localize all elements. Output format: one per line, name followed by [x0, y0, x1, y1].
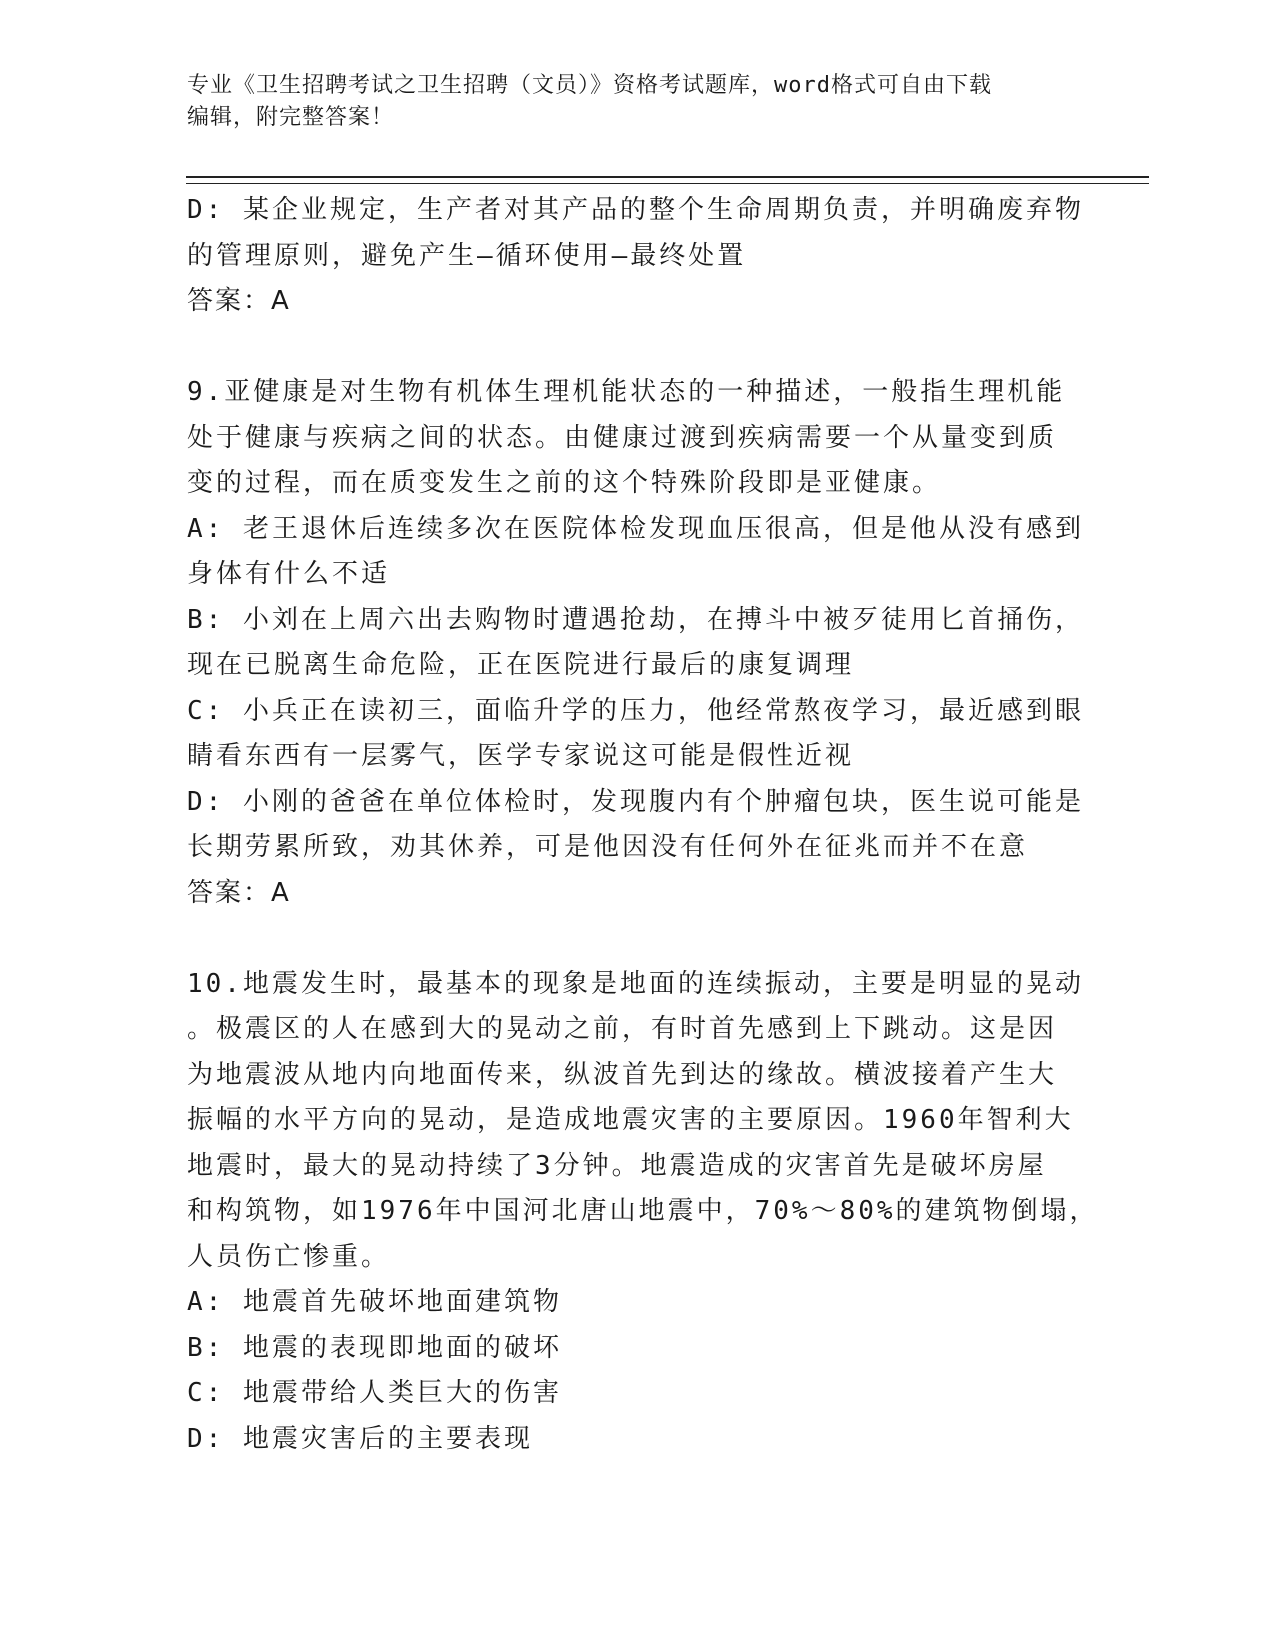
question-8-tail [187, 188, 1087, 325]
option-a-line-1: A: 老王退休后连续多次在医院体检发现血压很高，但是他从没有感到 [187, 513, 1084, 544]
option-c-line-1: C: 小兵正在读初三，面临升学的压力，他经常熬夜学习，最近感到眼 [187, 695, 1084, 726]
question-stem-line: 。极震区的人在感到大的晃动之前，有时首先感到上下跳动。这是因 [187, 1014, 1058, 1044]
option-d-line-1: D: 某企业规定，生产者对其产品的整个生命周期负责，并明确废弃物 [187, 195, 1084, 225]
question-stem-line: 人员伤亡惨重。 [187, 1241, 391, 1272]
document-body [187, 188, 1099, 1462]
option-d-line-2: 长期劳累所致，劝其休养，可是他因没有任何外在征兆而并不在意 [187, 832, 1029, 862]
header-title-line-2: 编辑，附完整答案！ [187, 105, 395, 130]
option-b-line-1: B: 小刘在上周六出去购物时遭遇抢劫，在搏斗中被歹徒用匕首捅伤， [187, 604, 1084, 635]
option-a: A: 地震首先破坏地面建筑物 [187, 1287, 562, 1317]
question-stem-line: 9.亚健康是对生物有机体生理机能状态的一种描述，一般指生理机能 [187, 377, 1066, 407]
header-divider-thin [186, 183, 1149, 184]
option-d-line-2: 的管理原则，避免产生—循环使用—最终处置 [187, 240, 747, 271]
question-stem-line: 处于健康与疾病之间的状态。由健康过渡到疾病需要一个从量变到质 [187, 422, 1058, 453]
question-stem-line: 10.地震发生时，最基本的现象是地面的连续振动，主要是明显的晃动 [187, 968, 1084, 999]
question-stem-line: 为地震波从地内向地面传来，纵波首先到达的缘故。横波接着产生大 [187, 1059, 1058, 1090]
spacer [187, 916, 1087, 962]
header-divider-thick [186, 176, 1149, 178]
option-a-line-2: 身体有什么不适 [187, 559, 391, 589]
header-title-line-1: 专业《卫生招聘考试之卫生招聘（文员）》资格考试题库，word格式可自由下载 [187, 73, 992, 98]
option-d: D: 地震灾害后的主要表现 [187, 1423, 533, 1454]
question-stem-line: 地震时，最大的晃动持续了3分钟。地震造成的灾害首先是破坏房屋 [187, 1150, 1047, 1181]
question-9 [187, 370, 1087, 916]
answer-line: 答案：A [187, 877, 291, 908]
option-b-line-2: 现在已脱离生命危险，正在医院进行最后的康复调理 [187, 650, 855, 680]
question-stem-line: 变的过程，而在质变发生之前的这个特殊阶段即是亚健康。 [187, 468, 942, 498]
option-d-line-1: D: 小刚的爸爸在单位体检时，发现腹内有个肿瘤包块，医生说可能是 [187, 786, 1084, 817]
spacer [187, 325, 1087, 371]
option-c-line-2: 睛看东西有一层雾气，医学专家说这可能是假性近视 [187, 741, 855, 771]
question-stem-line: 和构筑物，如1976年中国河北唐山地震中，70%～80%的建筑物倒塌， [187, 1196, 1099, 1226]
option-b: B: 地震的表现即地面的破坏 [187, 1332, 562, 1363]
question-10 [187, 962, 1099, 1463]
question-stem-line: 振幅的水平方向的晃动，是造成地震灾害的主要原因。1960年智利大 [187, 1105, 1074, 1135]
option-c: C: 地震带给人类巨大的伤害 [187, 1378, 562, 1408]
answer-line: 答案：A [187, 286, 291, 316]
document-header [187, 70, 1067, 134]
